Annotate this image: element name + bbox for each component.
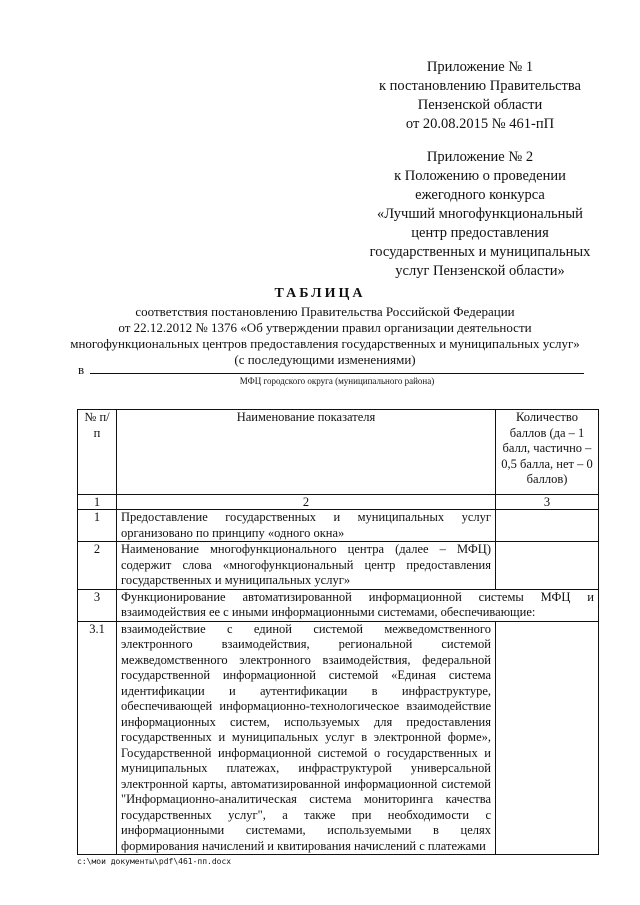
column-number: 2 [117,495,496,510]
row-score-cell [496,510,599,542]
table-row [78,510,599,542]
table-header-row [78,410,599,495]
row-num: 3.1 [78,621,117,855]
table-row [78,542,599,590]
subtitle-line: соответствия постановлению Правительства Российской Федерации [135,304,515,319]
annex-2-line: ежегодного конкурса [415,187,545,203]
row-score-cell [496,621,599,855]
annex-1-line: от 20.08.2015 № 461-пП [405,116,555,132]
row-text: Предоставление государственных и муниципальных услуг организовано по принципу «одного окна» [117,510,496,542]
document-title: ТАБЛИЦА [274,286,366,301]
column-number: 1 [78,495,117,510]
annex-1-block [360,58,600,134]
table-row [78,589,599,621]
annex-1-line: Приложение № 1 [426,59,534,75]
document-subtitle [40,304,610,368]
row-num: 1 [78,510,117,542]
subtitle-line: (с последующими изменениями) [234,352,416,367]
in-field-caption: МФЦ городского округа (муниципального района) [239,376,435,386]
annex-2-line: Приложение № 2 [426,149,534,165]
file-path-footer: c:\мои документы\pdf\461-пп.docx [77,857,232,866]
annex-1-line: Пензенской области [417,97,543,113]
annex-2-block [355,148,605,281]
in-field-prefix: в [78,362,85,377]
row-text: Наименование многофункционального центра (далее – МФЦ) содержит слова «многофункциональный центр предоставления государственных и муниципальных услуг» [117,542,496,590]
table-row [78,621,599,855]
annex-1-line: к постановлению Правительства [379,78,581,94]
row-text: взаимодействие с единой системой межведомственного электронного взаимодействия, региональной системой межведомственного электронного взаимодействия, федеральной государственной информационной системой «Единая система идентификации и аутентификации в инфраструктуре, обеспечивающей информационно-технологическое взаимодействие информационных систем, используемых для предоставления государственных и муниципальных услуг в электронной форме», Государственной информационной системой о государственных и муниципальных платежах, инфраструктурой универсальной электронной карты, автоматизированной информационной системой "Информационно-аналитическая система мониторинга качества государственных услуг", а также при необходимости с информационными системами, используемыми в целях формирования начислений и квитирования начислений с платежами [117,621,496,855]
annex-2-line: государственных и муниципальных [369,244,591,260]
subtitle-line: от 22.12.2012 № 1376 «Об утверждении правил организации деятельности [118,320,532,335]
column-numbers-row [78,495,599,510]
column-number: 3 [496,495,599,510]
subtitle-line: многофункциональных центров предоставления государственных и муниципальных услуг» [70,336,580,351]
row-score-cell [496,542,599,590]
row-num: 2 [78,542,117,590]
annex-2-line: «Лучший многофункциональный [377,206,583,222]
header-num: № п/п [78,410,117,495]
annex-2-line: услуг Пензенской области» [395,263,565,279]
annex-2-line: к Положению о проведении [394,168,566,184]
in-field-line [90,373,584,374]
header-name: Наименование показателя [117,410,496,495]
compliance-table [77,409,599,855]
row-num: 3 [78,589,117,621]
annex-2-line: центр предоставления [411,225,549,241]
row-text-merged: Функционирование автоматизированной информационной системы МФЦ и взаимодействия ее с иными информационными системами, обеспечивающие: [117,589,599,621]
header-score: Количество баллов (да – 1 балл, частично – 0,5 балла, нет – 0 баллов) [496,410,599,495]
